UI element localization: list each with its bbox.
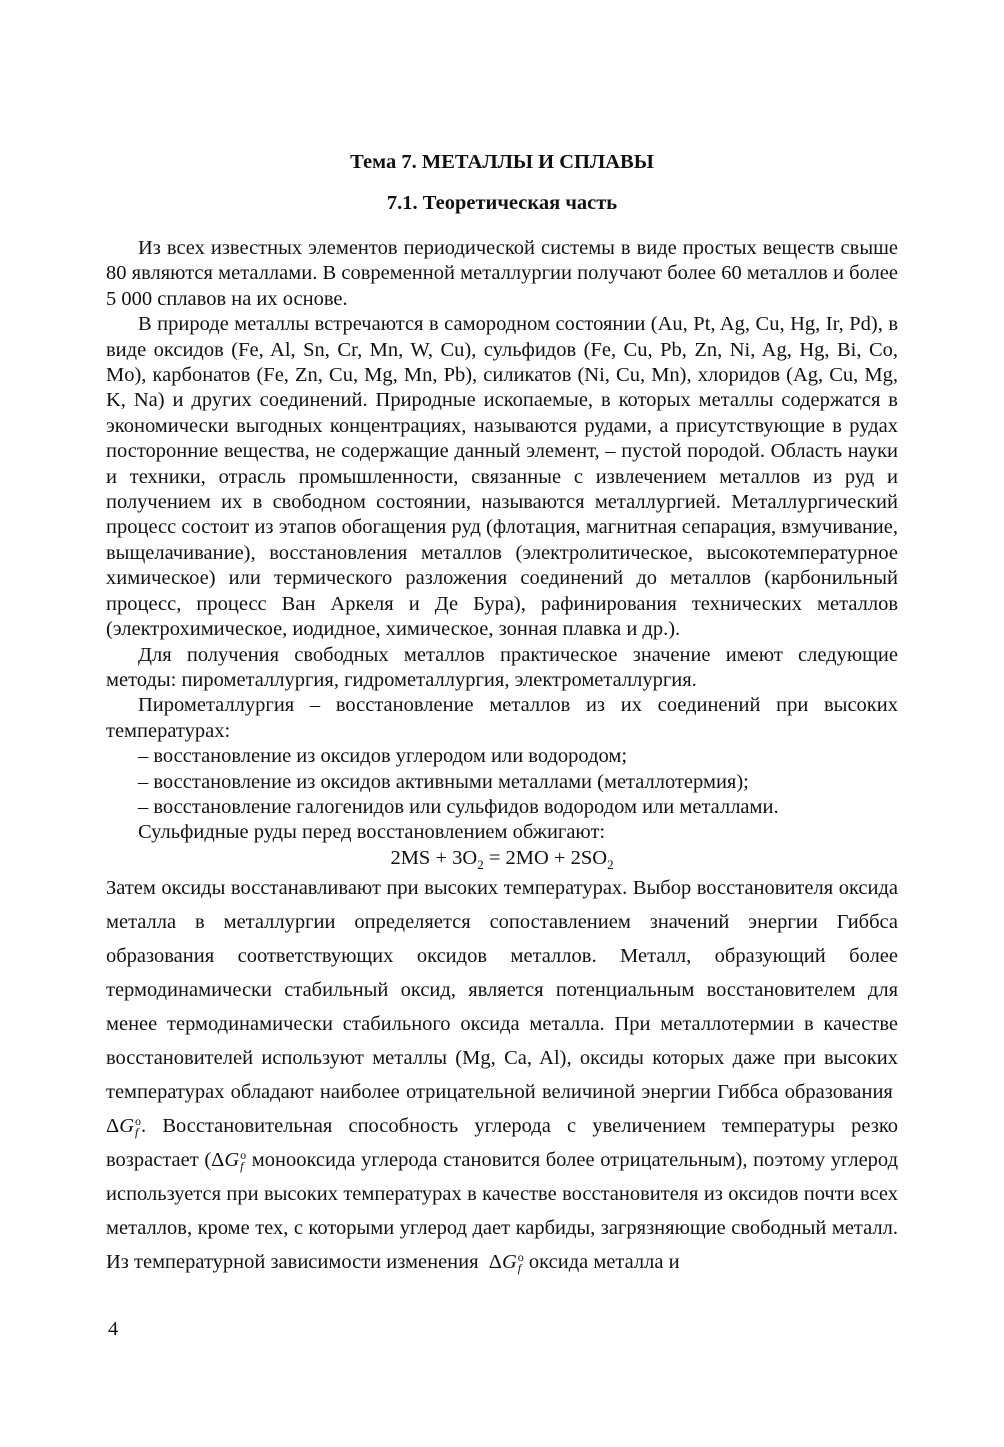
paragraph-text: Затем оксиды восстанавливают при высоких температурах. Выбор восстановителя оксида металла в металлургии определяется сопоставлением значений энергии Гиббса образования соответствующих оксидов металлов. Металл, образующий более термодинамически стабильный оксид, является потенциальным восстановителем для менее термодинамически стабильного оксида металла. При металлотермии в качестве восстановителей используют металлы (Mg, Ca, Al), оксиды которых даже при высоких температурах обладают наиболее отрицательной величиной энергии Гиббса образования — [106, 877, 898, 1104]
list-item: – восстановление из оксидов углеродом или водородом; — [138, 745, 628, 768]
formula-subscript: 2 — [607, 856, 614, 872]
gibbs-superscript: o — [135, 1114, 141, 1129]
gibbs-superscript: o — [517, 1250, 524, 1265]
gibbs-indices — [518, 1252, 524, 1274]
gibbs-symbol — [488, 1250, 524, 1276]
paragraph-pyrometallurgy: Пирометаллургия – восстановление металлов из их соединений при высоких температурах: — [106, 694, 898, 742]
g-symbol: G — [119, 1115, 134, 1138]
paragraph-methods: Для получения свободных металлов практическое значение имеют следующие методы: пирометаллургия, гидрометаллургия, электрометаллургия. — [106, 643, 898, 691]
gibbs-subscript: f — [517, 1261, 522, 1276]
formula-part: = 2MO + 2SO — [483, 846, 608, 869]
gibbs-superscript: o — [240, 1148, 247, 1163]
topic-title: Тема 7. МЕТАЛЛЫ И СПЛАВЫ — [350, 151, 654, 173]
delta-symbol: Δ — [488, 1251, 502, 1274]
gibbs-subscript: f — [135, 1125, 139, 1140]
gibbs-indices — [240, 1150, 246, 1172]
paragraph-text: . Восстановительная способность углерода с увеличением температуры резко возрастает ( — [106, 1115, 898, 1172]
list-item: – восстановление галогенидов или сульфидов водородом или металлами. — [138, 795, 779, 818]
formula-part: 2MS + 3O — [390, 846, 478, 869]
page-body — [106, 150, 898, 1279]
paragraph-text: монооксида углерода становится более отрицательным), поэтому углерод используется при высоких температурах в качестве восстановителя из оксидов почти всех металлов, кроме тех, с которыми углерод дает карбиды, загрязняющие свободный металл. Из температурной зависимости изменения — [106, 1149, 899, 1274]
paragraph-text: оксида металла и — [528, 1251, 680, 1274]
paragraph-nature: В природе металлы встречаются в самородном состоянии (Au, Pt, Ag, Cu, Hg, Ir, Pd), в виде оксидов (Fe, Al, Sn, Cr, Mn, W, Cu), сульфидов (Fe, Cu, Pb, Zn, Ni, Ag, Hg, Bi, Co, Mo), карбонатов (Fe, Zn, Cu, Mg, Mn, Pb), силикатов (Ni, Cu, Mn), хлоридов (Ag, Cu, Mg, K, Na) и других соединений. Природные ископаемые, в которых металлы содержатся в экономически выгодных концентрациях, называются рудами, а присутствующие в рудах посторонние вещества, не содержащие данный элемент, – пустой породой. Область науки и техники, отрасль промышленности, связанные с извлечением металлов из руд и получением их в свободном состоянии, называются металлургией. Металлургический процесс состоит из этапов обогащения руд (флотация, магнитная сепарация, взмучивание, выщелачивание), восстановления металлов (электролитическое, высокотемпературное химическое) или термического разложения соединений до металлов (карбонильный процесс, процесс Ван Аркеля и Де Бура), рафинирования технических металлов (электрохимическое, иодидное, химическое, зонная плавка и др.). — [106, 313, 898, 641]
gibbs-symbol — [211, 1148, 247, 1174]
delta-symbol: Δ — [106, 1115, 120, 1138]
gibbs-subscript: f — [240, 1159, 244, 1174]
section-title: 7.1. Теоретическая часть — [386, 192, 618, 214]
gibbs-symbol — [106, 1114, 141, 1140]
paragraph-reduction — [106, 871, 898, 1279]
paragraph-intro: Из всех известных элементов периодической системы в виде простых веществ свыше 80 являются металлами. В современной металлургии получают более 60 металлов и более 5 000 сплавов на их основе. — [106, 237, 898, 310]
paragraph-sulfide: Сульфидные руды перед восстановлением обжигают: — [138, 821, 606, 844]
reaction-formula — [106, 846, 898, 871]
page-number: 4 — [108, 1318, 119, 1340]
list-item: – восстановление из оксидов активными металлами (металлотермия); — [138, 770, 749, 793]
delta-symbol: Δ — [211, 1149, 225, 1172]
g-symbol: G — [224, 1149, 240, 1172]
formula-subscript: 2 — [477, 856, 484, 872]
g-symbol: G — [501, 1251, 517, 1274]
